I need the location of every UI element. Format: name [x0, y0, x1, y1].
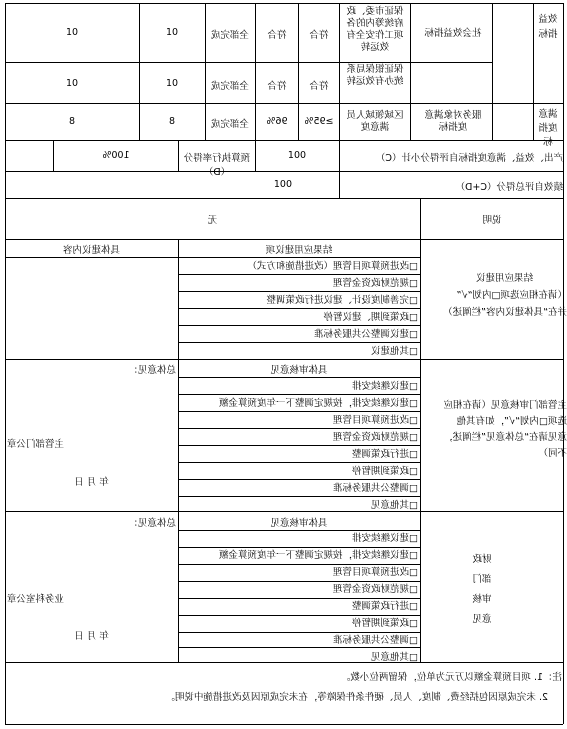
- dept-header: 具体审核意见: [270, 365, 328, 376]
- rule: [205, 3, 206, 140]
- finance-header: 具体审核意见: [270, 518, 328, 529]
- dept-options: [180, 378, 418, 514]
- dept-option-5[interactable]: □进行政策调整: [352, 449, 418, 460]
- dept-side-line-4: 不同）: [538, 448, 567, 459]
- suggest-option-4[interactable]: □政策到期、建议暂停: [323, 312, 418, 323]
- side-label-benefit: 效益指标: [538, 14, 558, 40]
- indicator-3: 区域领域人员满意度: [346, 110, 404, 133]
- weight-2: 10: [165, 78, 179, 89]
- dept-side-line-1: 主管部门审核意见（请在相应: [443, 400, 567, 411]
- rule: [5, 171, 563, 172]
- rule: [298, 3, 299, 140]
- finance-side-line-3: 审核: [472, 594, 492, 605]
- note-line-1: 注：1. 项目预算金额以万元为单位，保留两位小数。: [340, 672, 562, 683]
- rule: [5, 62, 492, 63]
- dept-sign: [7, 436, 176, 450]
- suggest-option-6[interactable]: □其他建议: [371, 346, 418, 357]
- rule: [255, 140, 256, 171]
- suggest-option-1[interactable]: □改进预算项目管理（改进措施和方式）: [247, 261, 418, 272]
- dept-option-1[interactable]: □建议继续安排: [352, 381, 418, 392]
- rule: [5, 103, 563, 104]
- suggest-option-3[interactable]: □完善制度设计、建议进行政策调整: [266, 295, 418, 306]
- rule: [339, 3, 340, 140]
- status-2: 全部完成: [211, 81, 250, 92]
- dept-side-line-3: 意见请在“总体意见”栏阐述，: [443, 432, 567, 443]
- rule: [53, 140, 54, 171]
- subtotal-label: 产出、效益、满意度指标自评得分小计（C）: [375, 153, 563, 164]
- dept-overall: 总体意见：: [128, 365, 176, 376]
- dept-side-line-2: 选项□内划“√”，如有其他: [456, 416, 567, 427]
- dept-option-4[interactable]: □规范财政资金管理: [333, 432, 418, 443]
- dept-option-6[interactable]: □政策到期暂停: [352, 466, 418, 477]
- rule: [255, 3, 256, 140]
- rule: [178, 140, 179, 171]
- rule: [139, 3, 140, 140]
- finance-option-7[interactable]: □调整公共服务标准: [333, 635, 418, 646]
- notes: [7, 668, 562, 708]
- suggest-side-line-2: （请在相应选项□内划“√”: [456, 290, 567, 301]
- finance-sign-text: 业务科室公章: [7, 594, 65, 605]
- rule: [420, 198, 421, 662]
- suggest-side-line-3: 并在“具体建议内容”栏阐述）: [443, 307, 567, 318]
- target-2: 符合: [309, 81, 329, 92]
- actual-1: 符合: [267, 30, 287, 41]
- finance-options: [180, 530, 418, 666]
- indicator-1: 保证市委、政府统筹内的各项工作安全有效运转: [346, 6, 404, 53]
- total-value-text: 100: [273, 179, 292, 190]
- dept-date: 年 月 日: [74, 477, 109, 488]
- finance-option-3[interactable]: □改进预算项目管理: [333, 567, 418, 578]
- rule: [5, 198, 563, 199]
- finance-overall: 总体意见：: [128, 518, 176, 529]
- rule: [5, 724, 563, 725]
- target-1: 符合: [309, 30, 329, 41]
- suggest-side-label: [422, 270, 567, 321]
- goal-social: 社会效益指标: [424, 28, 482, 39]
- weight-1: 10: [165, 27, 179, 38]
- rule: [5, 239, 563, 240]
- rule: [5, 140, 563, 141]
- weight-3: 8: [168, 116, 176, 127]
- note-line-2: 2. 未完成原因包括经费、制度、人员、硬件条件保障等，在未完成原因及改进措施中说明。: [165, 692, 548, 703]
- suggest-header-left: 结果应用建议项: [265, 245, 333, 256]
- rule: [339, 171, 340, 198]
- finance-option-4[interactable]: □规范财政资金管理: [333, 584, 418, 595]
- finance-option-6[interactable]: □政策到期暂停: [352, 618, 418, 629]
- finance-option-2[interactable]: □建议继续安排，按规定调整下一年度预算金额: [219, 550, 418, 561]
- goal-satisfaction: 服务对象满意度指标: [424, 110, 482, 133]
- dept-option-7[interactable]: □调整公共服务标准: [333, 483, 418, 494]
- suggest-option-5[interactable]: □建议调整公共服务标准: [314, 329, 418, 340]
- rule: [533, 3, 534, 140]
- explain-label: 说明: [482, 215, 502, 226]
- rule: [5, 3, 563, 4]
- status-1: 全部完成: [211, 30, 250, 41]
- rule: [339, 140, 340, 171]
- status-3: 全部完成: [211, 119, 250, 130]
- actual-2: 符合: [267, 81, 287, 92]
- suggest-option-2[interactable]: □规范财政资金管理: [333, 278, 418, 289]
- rule: [563, 3, 564, 724]
- finance-option-8[interactable]: □其他意见: [371, 652, 418, 663]
- score-2: 10: [65, 78, 79, 89]
- actual-3: 96%: [266, 116, 288, 127]
- explain-value: 无: [207, 215, 218, 226]
- finance-option-1[interactable]: □建议继续安排: [352, 533, 418, 544]
- finance-side-label: [422, 550, 542, 630]
- dept-option-3[interactable]: □改进预算项目管理: [333, 415, 418, 426]
- finance-side-line-4: 意见: [472, 614, 492, 625]
- rule: [492, 3, 493, 140]
- indicator-2: 保证银保局系统办有效运转: [346, 64, 404, 87]
- score-3: 8: [68, 116, 76, 127]
- finance-date: 年 月 日: [74, 631, 109, 642]
- side-label-satisfaction: 满意度指标: [538, 109, 558, 148]
- dept-option-8[interactable]: □其他意见: [371, 500, 418, 511]
- subtotal-d-label: 预算执行率得分（D）: [183, 153, 251, 178]
- total-label: 绩效自评总得分（C+D）: [455, 182, 563, 193]
- dept-sign-text: 主管部门公章: [7, 439, 65, 450]
- finance-side-line-2: 部门: [472, 574, 492, 585]
- finance-sign: [7, 591, 176, 605]
- finance-side-line-1: 财政: [472, 554, 492, 565]
- suggest-side-line-1: 结果应用建议: [476, 273, 534, 284]
- subtotal-d-value: 100%: [102, 150, 130, 161]
- subtotal-c-value: 100: [287, 150, 307, 161]
- score-1: 10: [65, 27, 79, 38]
- suggest-options: [180, 258, 418, 360]
- dept-side-label: [422, 398, 567, 462]
- dept-option-2[interactable]: □建议继续安排，按规定调整下一年度预算金额: [219, 398, 418, 409]
- finance-option-5[interactable]: □进行政策调整: [352, 601, 418, 612]
- target-3: ≥95%: [304, 116, 334, 127]
- suggest-header-right: 具体建议内容: [63, 245, 121, 256]
- rule: [5, 3, 6, 724]
- rule: [410, 3, 411, 140]
